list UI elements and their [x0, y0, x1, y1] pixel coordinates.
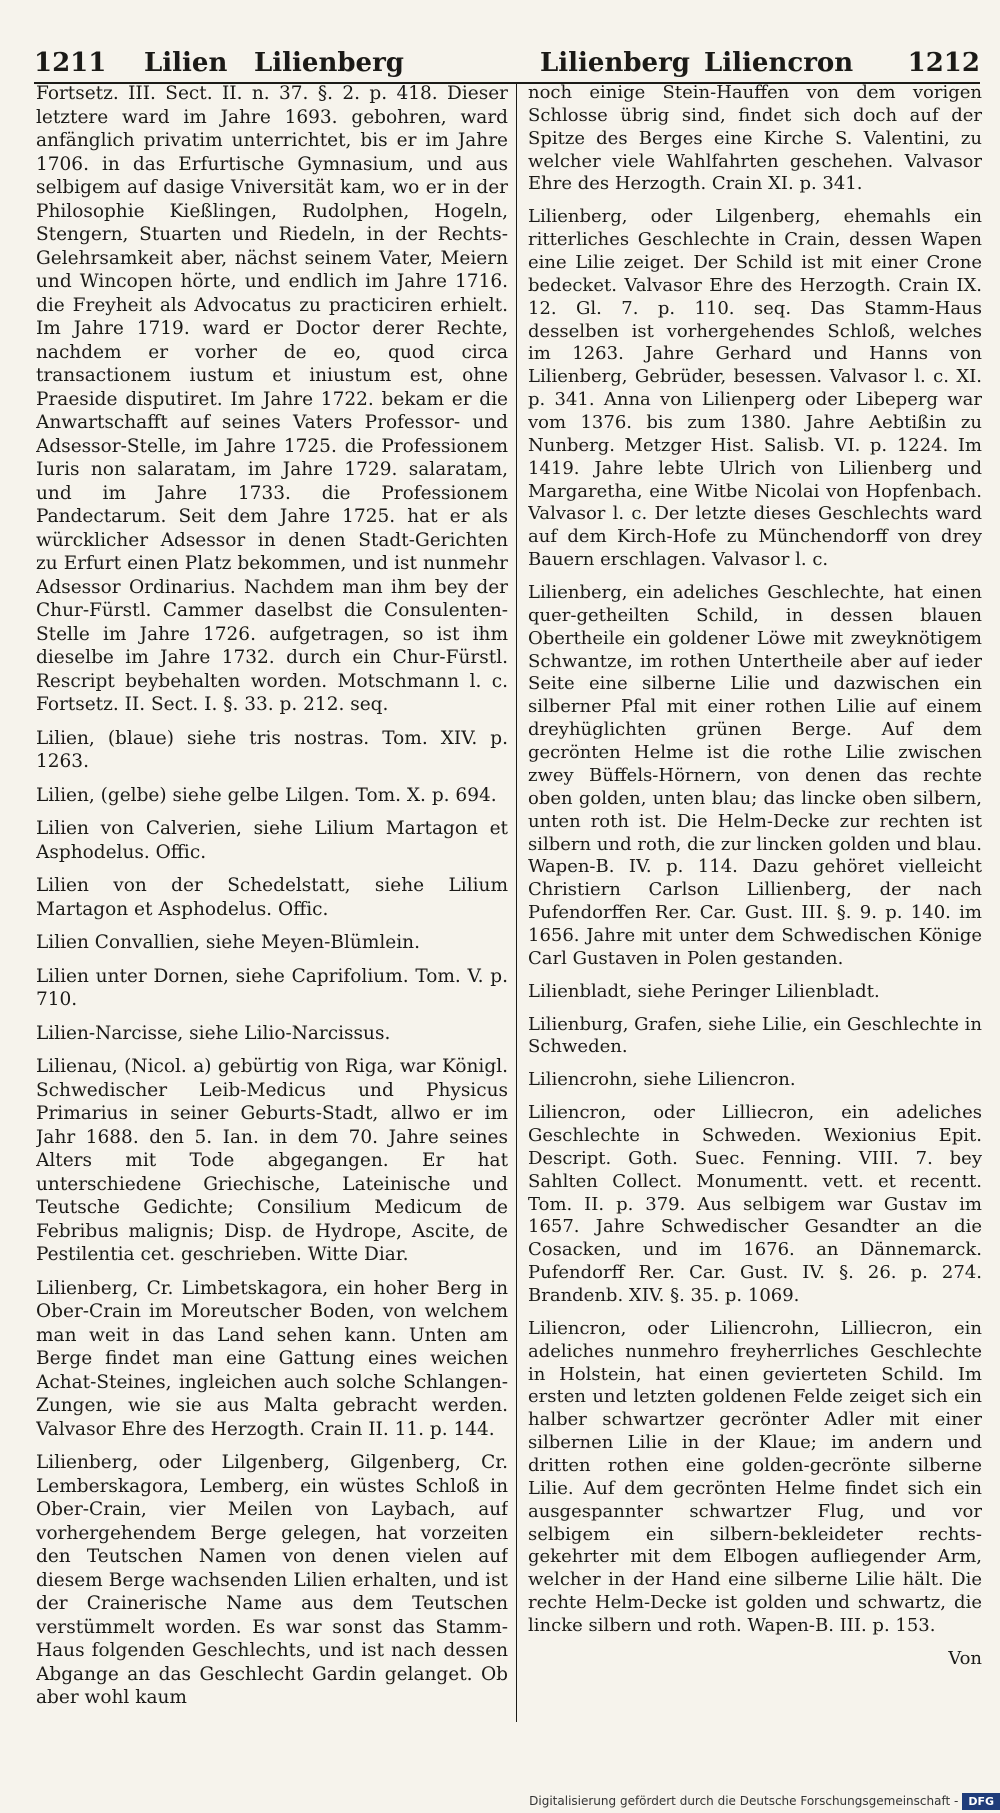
entry-paragraph: Fortsetz. III. Sect. II. n. 37. §. 2. p. 418. Dieser letztere ward im Jahre 1693. gebohren, ward anfänglich privatim unterrichtet, bis er im Jahre 1706. in das Erfurtische Gymnasium, und aus selbigem auf dasige Vniversität kam, wo er in der Philosophie Kießlingen, Rudolphen, Hogeln, Stengern, Stuarten und Riedeln, in der Rechts-Gelehrsamkeit aber, nächst seinem Vater, Meiern und Wincopen hörte, und endlich im Jahre 1716. die Freyheit als Advocatus zu practiciren erhielt. Im Jahre 1719. ward er Doctor derer Rechte, nachdem er vorher de eo, quod circa transactionem iustum et iniustum est, ohne Praeside disputiret. Im Jahre 1722. bekam er die Anwartschafft auf seines Vaters Professor- und Adsessor-Stelle, im Jahre 1725. die Professionem Iuris non salaratam, im Jahre 1729. salaratam, und im Jahre 1733. die Professionem Pandectarum. Seit dem Jahre 1725. hat er als würcklicher Adsessor in denen Stadt-Gerichten zu Erfurt einen Platz bekommen, und ist nunmehr Adsessor Ordinarius. Nachdem man ihm bey der Chur-Fürstl. Cammer daselbst die Consulenten-Stelle im Jahre 1726. aufgetragen, so ist ihm dieselbe im Jahre 1732. durch ein Chur-Fürstl. Rescript beybehalten worden. Motschmann l. c. Fortsetz. II. Sect. I. §. 33. p. 212. seq.: [36, 83, 508, 715]
entry-paragraph: Lilien von Calverien, siehe Lilium Martagon et Asphodelus. Offic.: [36, 818, 508, 863]
entry-paragraph: Lilienau, (Nicol. a) gebürtig von Riga, war Königl. Schwedischer Leib-Medicus und Physicus Primarius in seiner Geburts-Stadt, allwo er im Jahr 1688. den 5. Ian. in dem 70. Jahre seines Alters mit Tode abgegangen. Er hat unterschiedene Griechische, Lateinische und Teutsche Gedichte; Consilium Medicum de Febribus malignis; Disp. de Hydrope, Ascite, de Pestilentia cet. geschrieben. Witte Diar.: [36, 1056, 508, 1265]
dfg-logo: DFG: [962, 1793, 1000, 1810]
entry-paragraph: noch einige Stein-Hauffen von dem vorigen Schlosse übrig sind, findet sich doch auf der Spitze des Berges eine Kirche S. Valentini, zu welcher viele Wahlfahrten geschehen. Valvasor Ehre des Herzogth. Crain XI. p. 341.: [528, 82, 982, 195]
left-keyword-2: Lilienberg: [254, 48, 404, 78]
entry-paragraph: Lilien, (gelbe) siehe gelbe Lilgen. Tom. X. p. 694.: [36, 784, 497, 806]
digitization-footer: [529, 1789, 1000, 1813]
column-divider: [516, 82, 517, 1722]
right-page-number: 1212: [907, 48, 980, 78]
entry-paragraph: Liliencrohn, siehe Liliencron.: [528, 1069, 796, 1091]
entry-paragraph: Liliencron, oder Lilliecron, ein adeliches Geschlechte in Schweden. Wexionius Epit. Descript. Goth. Suec. Fenning. VIII. 7. bey Sahlten Collect. Monumentt. vett. et recentt. Tom. II. p. 379. Aus selbigem war Gustav im 1657. Jahre Schwedischer Gesandter an die Cosacken, und im 1676. an Dännemarck. Pufendorff Rer. Car. Gust. IV. §. 26. p. 274. Brandenb. XIV. §. 35. p. 1069.: [528, 1102, 982, 1306]
left-column: [36, 82, 508, 1722]
page-header: [34, 46, 980, 84]
entry-paragraph: Lilienberg, ein adeliches Geschlechte, hat einen quer-getheilten Schild, in dessen blauen Obertheile ein goldener Löwe mit zweyknötigem Schwantze, im rothen Untertheile aber auf ieder Seite eine silberne Lilie und dazwischen ein silberner Pfal mit einer rothen Lilie auf einem dreyhüglichten grünen Berge. Auf dem gecrönten Helme ist die rothe Lilie zwischen zwey Büffels-Hörnern, von denen das rechte oben golden, unten blau; das lincke oben silbern, unten roth ist. Die Helm-Decke zur rechten ist silbern und roth, die zur lincken golden und blau. Wapen-B. IV. p. 114. Dazu gehöret vielleicht Christiern Carlson Lillienberg, der nach Pufendorffen Rer. Car. Gust. III. §. 9. p. 140. im 1656. Jahre mit unter dem Schwedischen Könige Carl Gustaven in Polen gestanden.: [528, 582, 982, 969]
entry-paragraph: Lilienberg, Cr. Limbetskagora, ein hoher Berg in Ober-Crain im Moreutscher Boden, von welchem man weit in das Land sehen kann. Unten am Berge findet man eine Gattung eines weichen Achat-Steines, ingleichen auch solche Schlangen-Zungen, wie sie aus Malta gebracht werden. Valvasor Ehre des Herzogth. Crain II. 11. p. 144.: [36, 1277, 508, 1440]
footer-text: Digitalisierung gefördert durch die Deutsche Forschungsgemeinschaft -: [529, 1794, 959, 1808]
entry-paragraph: Lilien von der Schedelstatt, siehe Lilium Martagon et Asphodelus. Offic.: [36, 875, 508, 920]
entry-paragraph: Lilienberg, oder Lilgenberg, Gilgenberg, Cr. Lemberskagora, Lemberg, ein wüstes Schloß in Ober-Crain, vier Meilen von Laybach, auf vorhergehendem Berge gelegen, hat vorzeiten den Teutschen Namen von denen vielen auf diesem Berge wachsenden Lilien erhalten, und ist der Crainerische Name aus dem Teutschen verstümmelt worden. Es war sonst das Stamm-Haus folgenden Geschlechts, und ist nach dessen Abgange an das Geschlecht Gardin gelanget. Ob aber wohl kaum: [36, 1452, 508, 1708]
entry-paragraph: Liliencron, oder Liliencrohn, Lilliecron, ein adeliches nunmehro freyherrliches Geschlechte in Holstein, hat einen gevierteten Schild. Im ersten und letzten goldenen Felde zeiget sich ein halber schwartzer gecrönter Adler mit einer silbernen Lilie in der Klaue; im andern und dritten rothen eine golden-gecrönte silberne Lilie. Auf dem gecrönten Helme findet sich ein ausgespannter schwartzer Flug, und vor selbigem ein silbern-bekleideter rechts-gekehrter mit dem Elbogen aufliegender Arm, welcher in der Hand eine silberne Lilie hält. Die rechte Helm-Decke ist golden und schwartz, die lincke silbern und roth. Wapen-B. III. p. 153.: [528, 1317, 982, 1636]
entry-paragraph: Lilienberg, oder Lilgenberg, ehemahls ein ritterliches Geschlechte in Crain, dessen Wapen eine Lilie zeiget. Der Schild ist mit einer Crone bedecket. Valvasor Ehre des Herzogth. Crain IX. 12. Gl. 7. p. 110. seq. Das Stamm-Haus desselben ist vorhergehendes Schloß, welches im 1263. Jahre Gerhard und Hanns von Lilienberg, Gebrüder, besessen. Valvasor l. c. XI. p. 341. Anna von Lilienperg oder Libeperg war vom 1376. bis zum 1380. Jahre Aebtißin zu Nunberg. Metzger Hist. Salisb. VI. p. 1224. Im 1419. Jahre lebte Ulrich von Lilienberg und Margaretha, eine Witbe Nicolai von Hopfenbach. Valvasor l. c. Der letzte dieses Geschlechts ward auf dem Kirch-Hofe zu Münchendorff von drey Bauern erschlagen. Valvasor l. c.: [528, 206, 982, 571]
entry-paragraph: Lilien, (blaue) siehe tris nostras. Tom. XIV. p. 1263.: [36, 727, 508, 772]
right-keyword-2: Liliencron: [704, 48, 854, 78]
left-page-number: 1211: [34, 48, 107, 78]
entry-paragraph: Lilien Convallien, siehe Meyen-Blümlein.: [36, 932, 420, 953]
entry-paragraph: Lilien-Narcisse, siehe Lilio-Narcissus.: [36, 1022, 391, 1044]
entry-paragraph: Lilienbladt, siehe Peringer Lilienbladt.: [528, 980, 880, 1002]
right-keyword-1: Lilienberg: [540, 48, 690, 78]
catchword: Von: [948, 1647, 982, 1669]
right-column: [528, 82, 982, 1722]
entry-paragraph: Lilien unter Dornen, siehe Caprifolium. Tom. V. p. 710.: [36, 965, 508, 1010]
entry-paragraph: Lilienburg, Grafen, siehe Lilie, ein Geschlechte in Schweden.: [528, 1013, 982, 1058]
left-keyword-1: Lilien: [144, 48, 228, 78]
